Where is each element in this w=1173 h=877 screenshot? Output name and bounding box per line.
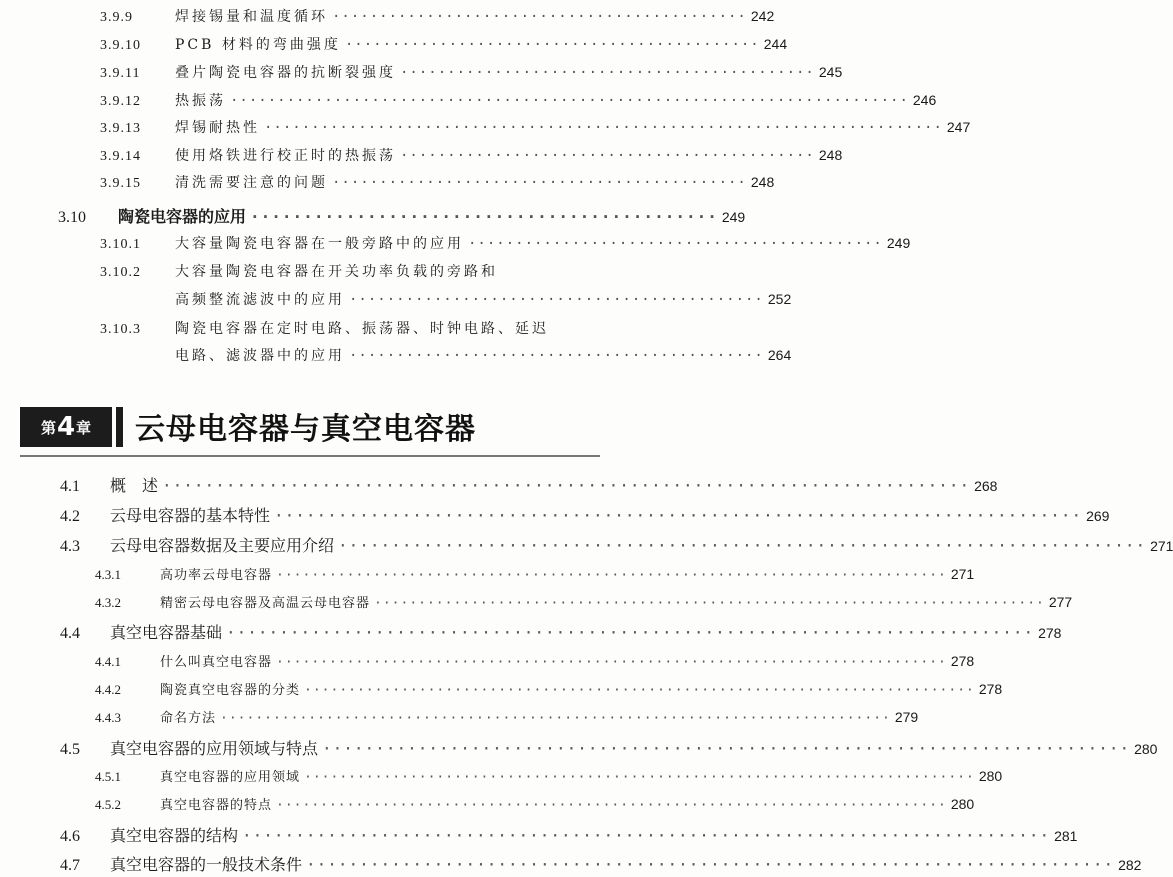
entry-number: 4.6: [60, 828, 80, 845]
chapter-divider: [20, 455, 600, 457]
leader-dots: ············································································: [162, 476, 971, 495]
entry-number: 3.10.2: [100, 265, 141, 280]
entry-number: 3.9.9: [100, 10, 133, 25]
toc-entry-4-4-1[interactable]: [95, 651, 975, 670]
entry-page: 245: [818, 64, 843, 80]
chapter-title: 云母电容器与真空电容器: [135, 412, 476, 447]
toc-entry-3-9-10[interactable]: [100, 34, 788, 54]
toc-entry-3-10-2-cont[interactable]: [100, 289, 792, 309]
entry-number: 4.2: [60, 508, 80, 525]
entry-page: 246: [912, 92, 937, 108]
entry-title: 使用烙铁进行校正时的热振荡: [175, 148, 396, 164]
entry-title: 高功率云母电容器: [160, 568, 273, 583]
entry-page: 271: [950, 566, 975, 582]
leader-dots: ············································································: [226, 623, 1035, 642]
entry-title: 真空电容器的应用领域与特点: [110, 739, 319, 758]
leader-dots: ············································: [332, 175, 747, 191]
toc-entry-4-4[interactable]: [60, 620, 1062, 643]
entry-number: 4.5: [60, 741, 80, 758]
leader-dots: ············································································: [274, 506, 1083, 525]
entry-title: 陶瓷电容器在定时电路、振荡器、时钟电路、延迟: [175, 321, 549, 337]
toc-entry-3-9-12[interactable]: [100, 90, 937, 110]
chapter-number: 4: [56, 412, 76, 442]
entry-title: 真空电容器的特点: [160, 798, 273, 813]
leader-dots: ············································: [349, 348, 764, 364]
entry-title: 命名方法: [160, 711, 217, 726]
toc-entry-4-1[interactable]: [60, 473, 998, 496]
entry-page: 279: [894, 709, 919, 725]
entry-page: 282: [1118, 857, 1142, 873]
leader-dots: ············································································: [304, 683, 975, 698]
leader-dots: ············································: [250, 207, 718, 226]
chapter-bar: [116, 407, 123, 447]
entry-title: 真空电容器的一般技术条件: [110, 855, 303, 874]
chapter-suffix: 章: [76, 418, 92, 437]
entry-number: 3.10.3: [100, 322, 141, 337]
entry-number: 4.5.2: [95, 797, 121, 812]
entry-number: 4.3: [60, 538, 80, 555]
entry-number: 3.9.11: [100, 66, 141, 81]
entry-page: 264: [767, 347, 792, 363]
toc-entry-4-5-1[interactable]: [95, 766, 1003, 785]
entry-number: 4.5.1: [95, 769, 121, 784]
leader-dots: ············································································: [276, 798, 947, 813]
entry-title: 什么叫真空电容器: [160, 655, 273, 670]
entry-page: 278: [978, 681, 1003, 697]
entry-title: 焊锡耐热性: [175, 120, 260, 136]
toc-entry-4-6[interactable]: [60, 823, 1078, 846]
entry-title: 叠片陶瓷电容器的抗断裂强度: [175, 65, 396, 81]
leader-dots: ············································: [332, 9, 747, 25]
toc-entry-4-3-2[interactable]: [95, 592, 1073, 611]
leader-dots: ············································································: [338, 536, 1147, 555]
entry-title: 概 述: [110, 476, 159, 495]
entry-page: 252: [767, 291, 792, 307]
entry-title: 清洗需要注意的问题: [175, 175, 328, 191]
entry-title: 热振荡: [175, 93, 226, 109]
leader-dots: ············································································: [306, 855, 1115, 874]
entry-page: 280: [978, 768, 1003, 784]
entry-page: 247: [946, 119, 971, 135]
toc-entry-4-4-3[interactable]: [95, 707, 919, 726]
entry-number: 3.9.10: [100, 38, 141, 53]
entry-title: 焊接锡量和温度循环: [175, 9, 328, 25]
leader-dots: ············································································: [304, 770, 975, 785]
entry-number: 3.9.12: [100, 94, 141, 109]
entry-number: 4.4.2: [95, 682, 121, 697]
entry-title: 精密云母电容器及高温云母电容器: [160, 596, 371, 611]
leader-dots: ············································: [344, 37, 760, 53]
toc-entry-4-3-1[interactable]: [95, 564, 975, 583]
toc-entry-3-9-11[interactable]: [100, 62, 843, 82]
entry-page: 249: [721, 209, 746, 225]
entry-number: 4.3.2: [95, 595, 121, 610]
entry-title: 陶瓷电容器的应用: [118, 207, 247, 226]
toc-entry-3-10-1[interactable]: [100, 233, 911, 253]
entry-number: 4.1: [60, 478, 80, 495]
entry-title: 云母电容器的基本特性: [110, 506, 271, 525]
leader-dots: ········································································: [230, 93, 909, 109]
toc-entry-3-10-3-cont[interactable]: [100, 345, 792, 365]
leader-dots: ············································································: [276, 568, 947, 583]
entry-title: 真空电容器基础: [110, 623, 223, 642]
leader-dots: ············································································: [242, 826, 1051, 845]
toc-entry-3-9-15[interactable]: [100, 172, 775, 192]
entry-page: 277: [1048, 594, 1073, 610]
chapter-prefix: 第: [40, 418, 56, 437]
entry-number: 3.9.13: [100, 121, 141, 136]
entry-title: 大容量陶瓷电容器在一般旁路中的应用: [175, 236, 464, 252]
entry-number: 4.3.1: [95, 567, 121, 582]
toc-entry-3-9-9[interactable]: [100, 6, 775, 26]
toc-entry-4-4-2[interactable]: [95, 679, 1003, 698]
leader-dots: ············································: [349, 292, 764, 308]
entry-page: 280: [950, 796, 975, 812]
leader-dots: ············································: [400, 148, 815, 164]
entry-title: PCB 材料的弯曲强度: [175, 37, 341, 53]
entry-page: 278: [1038, 625, 1062, 641]
entry-page: 278: [950, 653, 975, 669]
leader-dots: ············································································: [322, 739, 1131, 758]
leader-dots: ············································································: [276, 655, 947, 670]
entry-title: 陶瓷真空电容器的分类: [160, 683, 301, 698]
entry-title-continued: 高频整流滤波中的应用: [175, 292, 345, 308]
leader-dots: ············································································: [220, 711, 891, 726]
entry-number: 4.4.1: [95, 654, 121, 669]
entry-page: 249: [886, 235, 911, 251]
entry-page: 280: [1134, 741, 1158, 757]
entry-number: 4.4.3: [95, 710, 121, 725]
leader-dots: ········································································: [264, 120, 943, 136]
toc-entry-4-5-2[interactable]: [95, 794, 975, 813]
entry-page: 244: [763, 36, 788, 52]
entry-number: 4.4: [60, 625, 80, 642]
entry-title: 真空电容器的结构: [110, 826, 239, 845]
entry-number: 4.7: [60, 857, 80, 874]
entry-page: 268: [974, 478, 998, 494]
entry-page: 269: [1086, 508, 1110, 524]
chapter-header: [20, 401, 600, 451]
chapter-badge: [20, 407, 112, 447]
toc-entry-4-7[interactable]: [60, 852, 1142, 875]
toc-entry-4-3[interactable]: [60, 533, 1173, 556]
entry-page: 248: [818, 147, 843, 163]
toc-entry-4-5[interactable]: [60, 736, 1158, 759]
entry-title: 真空电容器的应用领域: [160, 770, 301, 785]
entry-page: 271: [1150, 538, 1173, 554]
toc-entry-3-9-14[interactable]: [100, 145, 843, 165]
toc-entry-4-2[interactable]: [60, 503, 1110, 526]
toc-entry-3-10-3[interactable]: [100, 318, 605, 338]
entry-number: 3.10: [58, 209, 86, 226]
leader-dots: ············································: [468, 236, 883, 252]
entry-title-continued: 电路、滤波器中的应用: [175, 348, 345, 364]
toc-entry-3-10-2[interactable]: [100, 261, 605, 281]
entry-number: 3.9.14: [100, 149, 141, 164]
entry-title: 大容量陶瓷电容器在开关功率负载的旁路和: [175, 264, 498, 280]
leader-dots: ············································································: [374, 596, 1045, 611]
entry-page: 242: [750, 8, 775, 24]
toc-entry-3-10[interactable]: [58, 204, 746, 227]
toc-entry-3-9-13[interactable]: [100, 117, 971, 137]
leader-dots: ············································: [400, 65, 815, 81]
entry-number: 3.9.15: [100, 176, 141, 191]
entry-page: 281: [1054, 828, 1078, 844]
entry-page: 248: [750, 174, 775, 190]
entry-number: 3.10.1: [100, 237, 141, 252]
entry-title: 云母电容器数据及主要应用介绍: [110, 536, 335, 555]
